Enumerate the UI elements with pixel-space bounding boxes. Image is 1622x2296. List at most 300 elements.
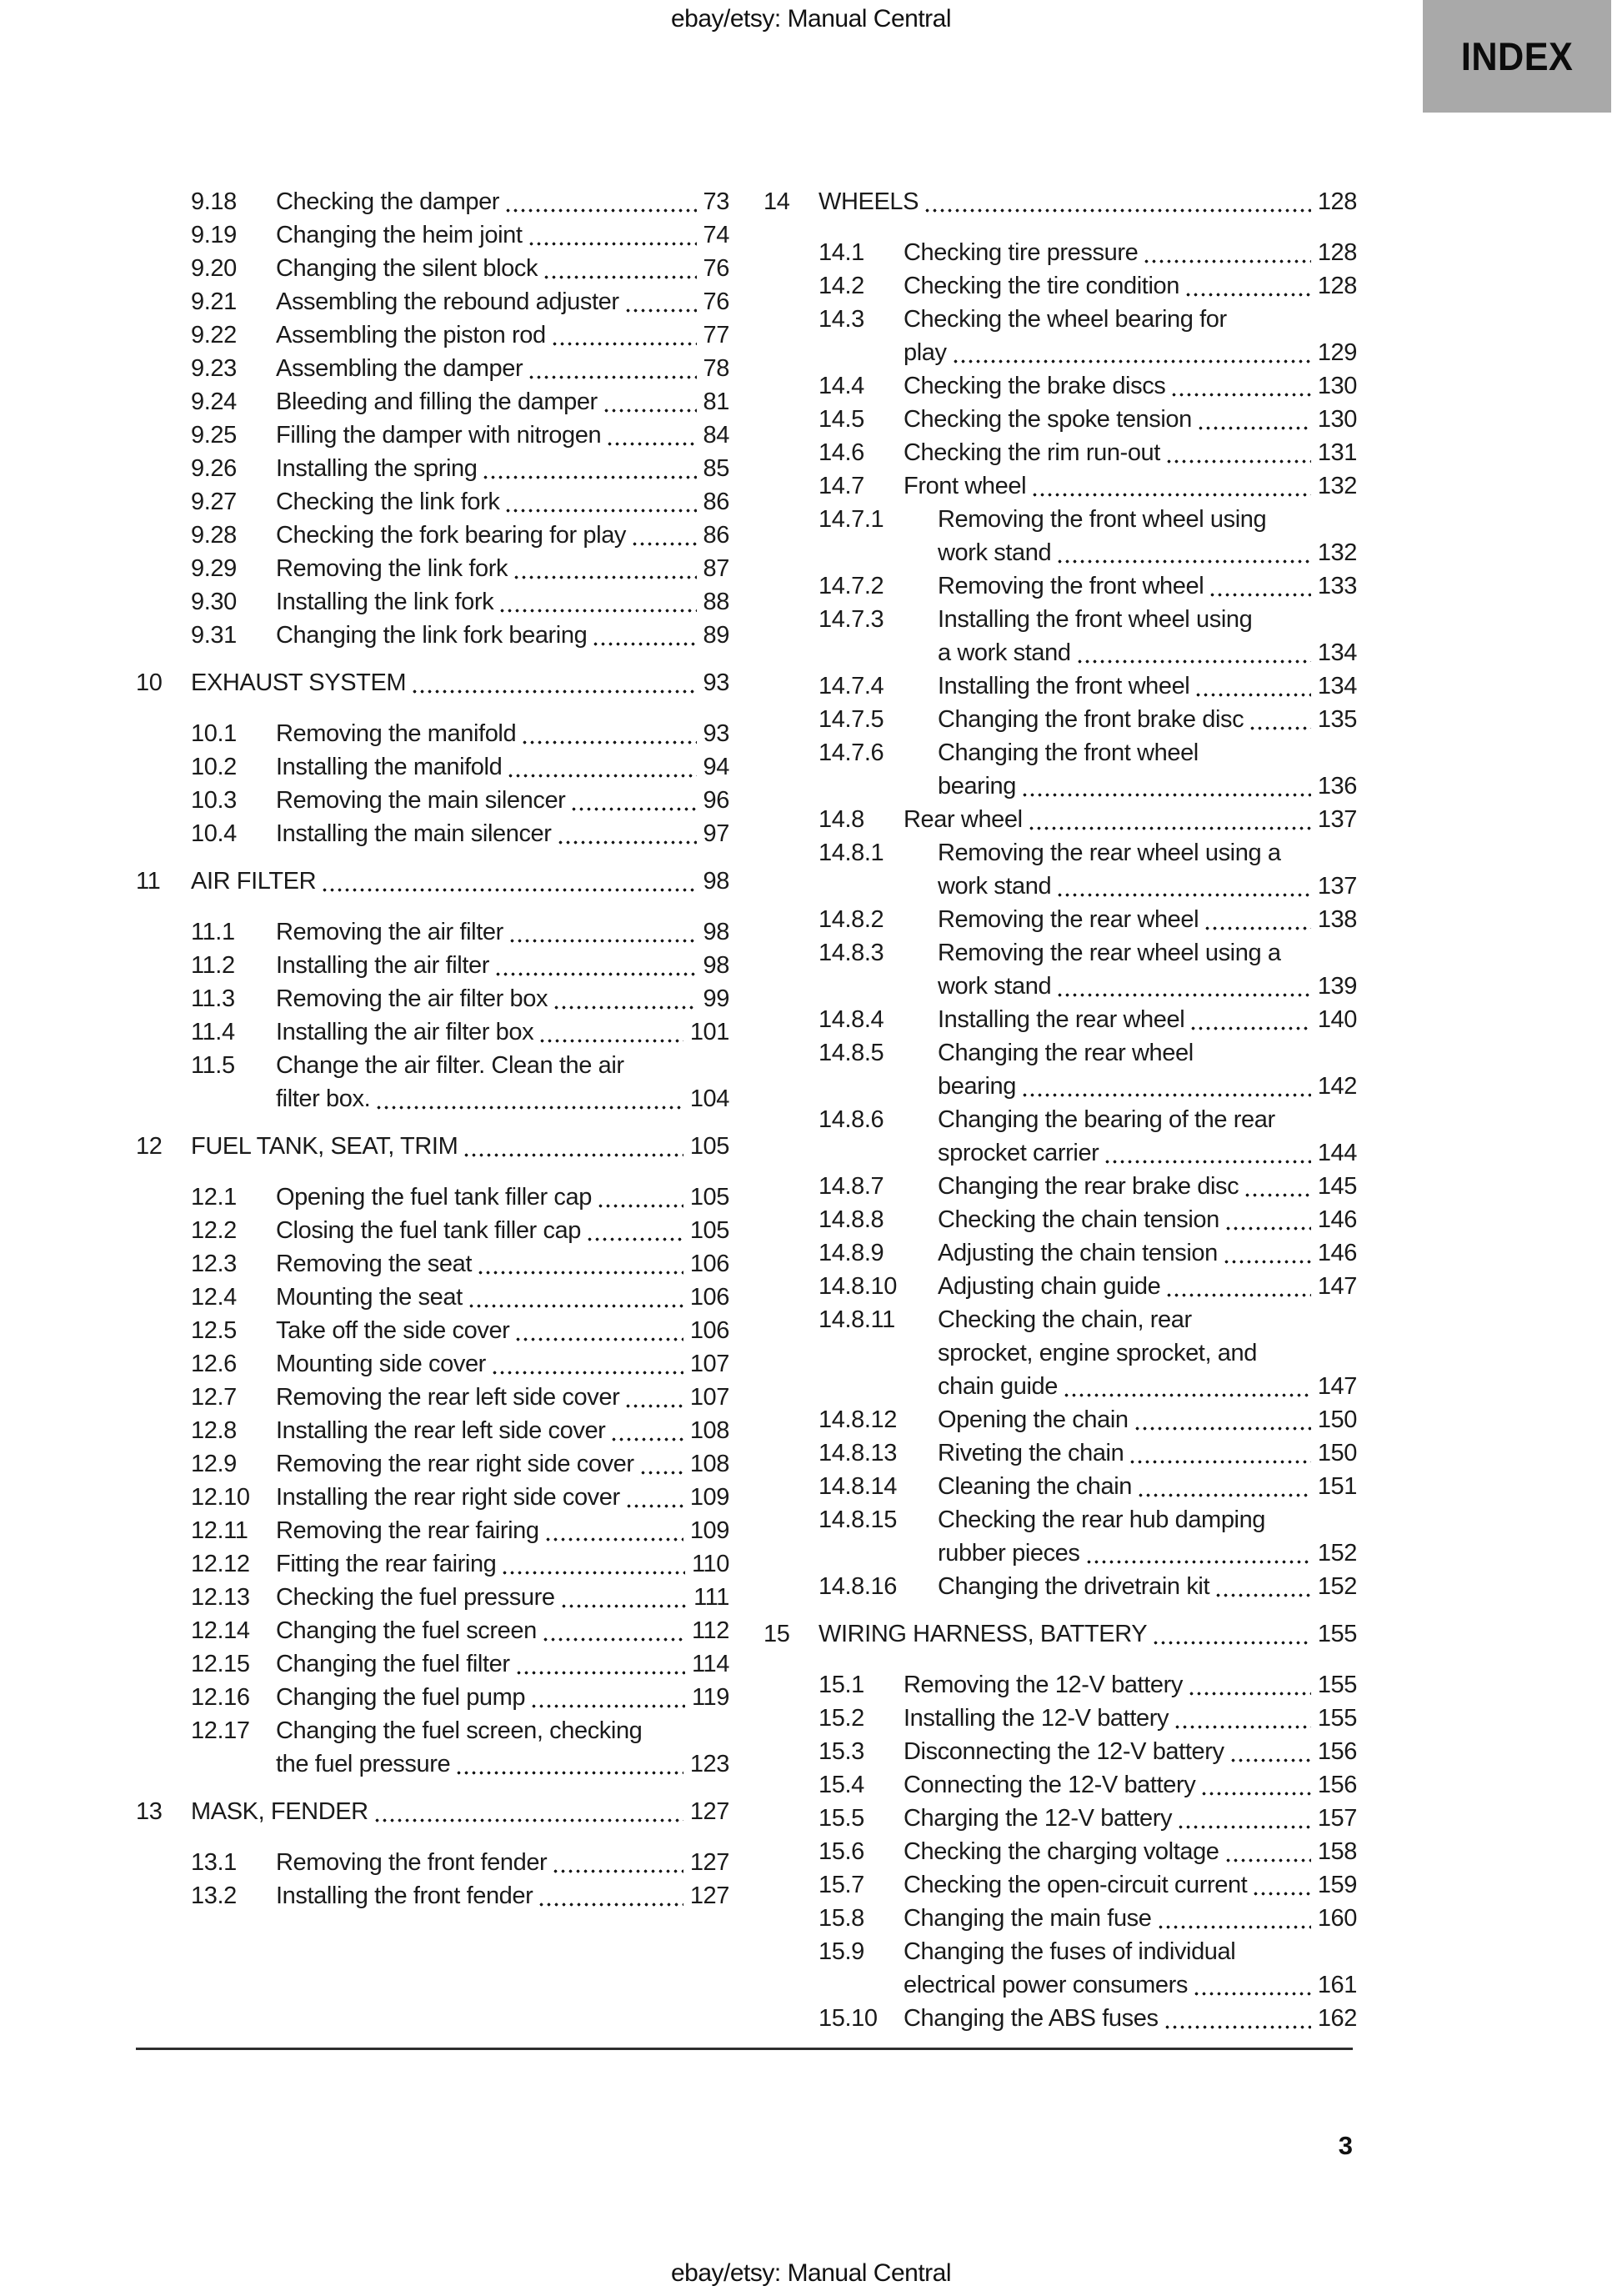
dot-leader <box>480 452 696 485</box>
dot-leader <box>1054 536 1311 569</box>
dot-leader <box>623 285 697 318</box>
toc-entry[interactable] <box>136 185 729 218</box>
toc-entry[interactable] <box>136 1447 729 1481</box>
toc-entry[interactable] <box>136 1181 729 1214</box>
toc-entry-number: 15 <box>763 1621 790 1647</box>
toc-entry-number: 14.8.14 <box>819 1473 897 1500</box>
toc-entry[interactable] <box>763 936 1357 1003</box>
toc-entry[interactable] <box>763 1570 1357 1603</box>
toc-entry-number: 11.2 <box>191 952 235 979</box>
toc-entry-page: 157 <box>1317 1805 1357 1832</box>
toc-entry-title: MASK, FENDER 127 <box>191 1795 729 1828</box>
toc-entry[interactable] <box>136 1846 729 1879</box>
toc-entry-page: 161 <box>1317 1972 1357 1998</box>
toc-entry-title: Cleaning the chain 151 <box>938 1470 1357 1503</box>
toc-entry-number: 15.1 <box>819 1672 864 1698</box>
toc-entry-title: Changing the fuel filter 114 <box>276 1647 729 1681</box>
toc-entry-number: 14.8.5 <box>819 1040 884 1066</box>
toc-entry-title: Removing the link fork 87 <box>276 552 729 585</box>
toc-entry-page: 140 <box>1317 1006 1357 1033</box>
toc-entry-number: 9.25 <box>191 422 237 449</box>
toc-entry-number: 14.8.8 <box>819 1206 884 1233</box>
toc-entry-title: Checking the brake discs 130 <box>904 369 1357 403</box>
toc-entry-page: 132 <box>1317 539 1357 566</box>
toc-entry-title: Installing the 12-V battery 155 <box>904 1702 1357 1735</box>
toc-entry-number: 12.2 <box>191 1217 237 1244</box>
toc-entry[interactable] <box>136 982 729 1015</box>
dot-leader <box>1164 1270 1311 1303</box>
toc-entry[interactable] <box>763 1236 1357 1270</box>
toc-entry[interactable] <box>136 1879 729 1912</box>
toc-entry-title: Opening the chain 150 <box>938 1403 1357 1436</box>
toc-entry[interactable] <box>136 352 729 385</box>
toc-entry-title: Removing the front fender 127 <box>276 1846 729 1879</box>
toc-entry-title: Installing the front fender 127 <box>276 1879 729 1912</box>
dot-leader <box>1026 803 1311 836</box>
toc-entry[interactable] <box>763 1802 1357 1835</box>
toc-entry-page: 146 <box>1317 1240 1357 1266</box>
toc-entry-page: 84 <box>703 422 729 449</box>
toc-entry-page: 128 <box>1317 273 1357 299</box>
dot-leader <box>1141 236 1310 269</box>
toc-entry-number: 14.7 <box>819 473 864 499</box>
dot-leader <box>590 619 696 652</box>
toc-entry-page: 127 <box>689 1798 729 1825</box>
toc-entry-number: 9.20 <box>191 255 237 282</box>
dot-leader <box>489 1347 683 1381</box>
dot-leader <box>507 915 697 949</box>
toc-entry[interactable] <box>136 1214 729 1247</box>
toc-entry[interactable] <box>136 1481 729 1514</box>
dot-leader <box>1127 1436 1310 1470</box>
toc-entry[interactable] <box>136 552 729 585</box>
toc-entry-number: 14.8 <box>819 806 864 833</box>
dot-leader <box>461 1130 683 1163</box>
toc-entry[interactable] <box>136 252 729 285</box>
toc-entry-title: Changing the bearing of the rear sprocket carrier 144 <box>938 1103 1357 1170</box>
dot-leader <box>1223 1203 1311 1236</box>
toc-entry-number: 9.18 <box>191 188 237 215</box>
toc-entry[interactable] <box>136 485 729 519</box>
toc-entry-number: 11.4 <box>191 1019 235 1045</box>
toc-entry-page: 132 <box>1317 473 1357 499</box>
dot-leader <box>568 784 696 817</box>
toc-entry-page: 156 <box>1317 1738 1357 1765</box>
toc-entry-page: 105 <box>689 1184 729 1211</box>
dot-leader <box>1155 1902 1311 1935</box>
toc-entry-page: 112 <box>691 1617 729 1644</box>
dot-leader <box>595 1181 683 1214</box>
toc-entry-title: Removing the front wheel using work stand 132 <box>938 503 1357 569</box>
toc-entry[interactable] <box>763 1203 1357 1236</box>
toc-entry-title: Removing the air filter 98 <box>276 915 729 949</box>
toc-entry-title: Installing the manifold 94 <box>276 750 729 784</box>
footer-rule <box>136 2048 1353 2050</box>
toc-entry-number: 14.2 <box>819 273 864 299</box>
toc-entry-page: 114 <box>691 1651 729 1677</box>
toc-entry-page: 76 <box>703 288 729 315</box>
toc-entry-page: 152 <box>1317 1540 1357 1567</box>
toc-entry-title: Changing the front brake disc 135 <box>938 703 1357 736</box>
toc-entry[interactable] <box>136 1614 729 1647</box>
toc-entry-number: 14.8.11 <box>819 1306 895 1333</box>
toc-entry[interactable] <box>763 669 1357 703</box>
toc-entry[interactable] <box>136 1681 729 1714</box>
toc-entry-title: Changing the link fork bearing 89 <box>276 619 729 652</box>
toc-entry-title: Changing the front wheel bearing 136 <box>938 736 1357 803</box>
dot-leader <box>1150 1617 1311 1651</box>
toc-entry-number: 14.8.7 <box>819 1173 884 1200</box>
toc-entry[interactable] <box>136 619 729 652</box>
toc-entry-number: 15.5 <box>819 1805 864 1832</box>
toc-entry-title: Changing the fuel screen 112 <box>276 1614 729 1647</box>
dot-leader <box>623 1381 683 1414</box>
toc-entry-page: 131 <box>1317 439 1357 466</box>
toc-entry-title: Removing the rear wheel using a work stand 139 <box>938 936 1357 1003</box>
toc-entry-page: 107 <box>689 1384 729 1411</box>
dot-leader <box>373 1082 683 1115</box>
toc-entry[interactable] <box>763 1103 1357 1170</box>
toc-entry[interactable] <box>763 1868 1357 1902</box>
dot-leader <box>513 1647 685 1681</box>
toc-entry-number: 12 <box>136 1133 163 1160</box>
toc-entry-page: 159 <box>1317 1872 1357 1898</box>
dot-leader <box>526 218 697 252</box>
toc-entry[interactable] <box>136 385 729 419</box>
toc-entry-page: 155 <box>1317 1705 1357 1732</box>
toc-entry-title: Filling the damper with nitrogen 84 <box>276 419 729 452</box>
toc-entry-number: 14.8.4 <box>819 1006 884 1033</box>
toc-entry[interactable] <box>136 1049 729 1115</box>
toc-entry-title: Removing the manifold 93 <box>276 717 729 750</box>
dot-leader <box>1195 403 1311 436</box>
toc-entry[interactable] <box>763 2002 1357 2035</box>
toc-entry[interactable] <box>136 218 729 252</box>
toc-entry-page: 123 <box>689 1751 729 1777</box>
toc-entry-page: 81 <box>703 389 729 415</box>
dot-leader <box>1061 1370 1311 1403</box>
toc-column-right <box>763 185 1357 2035</box>
toc-entry-number: 14.8.9 <box>819 1240 884 1266</box>
dot-leader <box>475 1247 683 1281</box>
toc-entry-number: 15.3 <box>819 1738 864 1765</box>
toc-entry-number: 9.22 <box>191 322 237 348</box>
toc-entry-number: 14.8.10 <box>819 1273 897 1300</box>
toc-entry-page: 139 <box>1317 973 1357 1000</box>
toc-entry[interactable] <box>763 836 1357 903</box>
toc-entry-number: 12.7 <box>191 1384 237 1411</box>
toc-entry-title: Checking the chain, rear sprocket, engine sprocket, and chain guide 147 <box>938 1303 1357 1403</box>
toc-chapter-entry[interactable] <box>136 666 729 699</box>
toc-entry-title: Changing the drivetrain kit 152 <box>938 1570 1357 1603</box>
toc-entry-number: 14.7.5 <box>819 706 884 733</box>
toc-entry[interactable] <box>136 419 729 452</box>
dot-leader <box>466 1281 683 1314</box>
index-tab-label: INDEX <box>1460 34 1574 78</box>
toc-entry-number: 12.15 <box>191 1651 250 1677</box>
toc-entry-page: 130 <box>1317 373 1357 399</box>
toc-entry-page: 93 <box>703 720 729 747</box>
dot-leader <box>1084 1537 1311 1570</box>
dot-leader <box>1247 703 1311 736</box>
toc-entry-title: Removing the air filter box 99 <box>276 982 729 1015</box>
toc-entry[interactable] <box>136 452 729 485</box>
toc-entry-page: 147 <box>1317 1373 1357 1400</box>
toc-entry[interactable] <box>136 519 729 552</box>
toc-entry-title: Checking the open-circuit current 159 <box>904 1868 1357 1902</box>
dot-leader <box>528 1681 685 1714</box>
toc-entry-page: 96 <box>703 787 729 814</box>
toc-entry-title: EXHAUST SYSTEM 93 <box>191 666 729 699</box>
toc-entry[interactable] <box>763 469 1357 503</box>
page-footer-title: ebay/etsy: Manual Central <box>670 2259 951 2287</box>
dot-leader <box>1135 1470 1311 1503</box>
toc-entry[interactable] <box>136 1381 729 1414</box>
toc-entry-page: 144 <box>1317 1140 1357 1166</box>
dot-leader <box>922 185 1311 218</box>
toc-chapter-entry[interactable] <box>763 1617 1357 1651</box>
toc-entry-number: 11 <box>136 868 161 895</box>
toc-entry[interactable] <box>136 285 729 318</box>
toc-entry[interactable] <box>136 1714 729 1781</box>
toc-entry-number: 12.14 <box>191 1617 250 1644</box>
toc-entry-title: Checking the fuel pressure 111 <box>276 1581 729 1614</box>
toc-entry-page: 106 <box>689 1317 729 1344</box>
toc-entry-number: 9.31 <box>191 622 237 649</box>
dot-leader <box>601 385 697 419</box>
toc-entry-page: 109 <box>689 1484 729 1511</box>
toc-entry-number: 10.3 <box>191 787 237 814</box>
toc-entry-title: WIRING HARNESS, BATTERY 155 <box>819 1617 1357 1651</box>
toc-entry[interactable] <box>136 1414 729 1447</box>
toc-entry[interactable] <box>763 803 1357 836</box>
toc-entry-title: Mounting the seat 106 <box>276 1281 729 1314</box>
toc-entry-title: Checking the rim run-out 131 <box>904 436 1357 469</box>
toc-entry-title: Checking the chain tension 146 <box>938 1203 1357 1236</box>
toc-entry[interactable] <box>763 436 1357 469</box>
dot-leader <box>537 1015 683 1049</box>
toc-entry-title: Connecting the 12-V battery 156 <box>904 1768 1357 1802</box>
toc-entry[interactable] <box>763 403 1357 436</box>
toc-entry-number: 10.2 <box>191 754 237 780</box>
toc-entry-title: Change the air filter. Clean the air filter box. 104 <box>276 1049 729 1115</box>
dot-leader <box>604 419 696 452</box>
toc-entry[interactable] <box>763 1935 1357 2002</box>
dot-leader <box>1207 569 1311 603</box>
toc-entry-title: Checking the wheel bearing for play 129 <box>904 303 1357 369</box>
toc-entry[interactable] <box>763 303 1357 369</box>
dot-leader <box>1188 1003 1311 1036</box>
toc-entry-number: 11.3 <box>191 985 235 1012</box>
toc-entry[interactable] <box>763 1470 1357 1503</box>
dot-leader <box>1074 636 1311 669</box>
toc-entry-number: 15.6 <box>819 1838 864 1865</box>
toc-entry-page: 74 <box>703 222 729 248</box>
toc-entry-number: 14.7.6 <box>819 739 884 766</box>
toc-entry-number: 12.11 <box>191 1517 248 1544</box>
toc-entry-page: 106 <box>689 1284 729 1311</box>
toc-entry-title: Removing the 12-V battery 155 <box>904 1668 1357 1702</box>
toc-entry[interactable] <box>763 1668 1357 1702</box>
toc-entry-number: 14.8.2 <box>819 906 884 933</box>
toc-entry[interactable] <box>763 1835 1357 1868</box>
toc-entry-page: 106 <box>689 1251 729 1277</box>
toc-entry-number: 14.6 <box>819 439 864 466</box>
toc-chapter-entry[interactable] <box>136 865 729 898</box>
toc-entry[interactable] <box>763 1270 1357 1303</box>
toc-entry-number: 14.8.6 <box>819 1106 884 1133</box>
toc-entry[interactable] <box>763 1303 1357 1403</box>
toc-entry[interactable] <box>763 503 1357 569</box>
toc-entry-number: 13.2 <box>191 1882 237 1909</box>
toc-entry[interactable] <box>136 1547 729 1581</box>
toc-entry-number: 14.8.13 <box>819 1440 897 1466</box>
toc-column-left <box>136 185 729 1912</box>
toc-entry-title: Installing the spring 85 <box>276 452 729 485</box>
toc-entry[interactable] <box>763 903 1357 936</box>
toc-entry[interactable] <box>763 1902 1357 1935</box>
toc-entry[interactable] <box>136 1347 729 1381</box>
toc-entry[interactable] <box>136 318 729 352</box>
toc-entry-number: 11.1 <box>191 919 235 945</box>
toc-entry-page: 101 <box>689 1019 729 1045</box>
toc-entry-number: 12.1 <box>191 1184 237 1211</box>
dot-leader <box>629 519 697 552</box>
toc-entry-title: Take off the side cover 106 <box>276 1314 729 1347</box>
toc-entry-page: 151 <box>1317 1473 1357 1500</box>
toc-entry[interactable] <box>136 915 729 949</box>
toc-entry-page: 150 <box>1317 1406 1357 1433</box>
toc-entry-number: 13 <box>136 1798 163 1825</box>
toc-entry[interactable] <box>763 1503 1357 1570</box>
toc-entry-page: 152 <box>1317 1573 1357 1600</box>
toc-chapter-entry[interactable] <box>136 1130 729 1163</box>
toc-entry-title: Closing the fuel tank filler cap 105 <box>276 1214 729 1247</box>
toc-entry-title: Assembling the piston rod 77 <box>276 318 729 352</box>
toc-entry-title: Removing the rear wheel 138 <box>938 903 1357 936</box>
toc-entry-title: Changing the ABS fuses 162 <box>904 2002 1357 2035</box>
toc-entry-page: 99 <box>703 985 729 1012</box>
toc-entry-title: Installing the air filter 98 <box>276 949 729 982</box>
toc-entry-title: Removing the front wheel 133 <box>938 569 1357 603</box>
toc-entry[interactable] <box>136 1015 729 1049</box>
dot-leader <box>1102 1136 1310 1170</box>
toc-entry-page: 119 <box>691 1684 729 1711</box>
toc-chapter-entry[interactable] <box>136 1795 729 1828</box>
index-tab <box>1423 0 1611 113</box>
toc-entry[interactable] <box>763 569 1357 603</box>
toc-entry-page: 142 <box>1317 1073 1357 1100</box>
toc-entry-title: Changing the fuses of individual electrical power consumers 161 <box>904 1935 1357 2002</box>
dot-leader <box>409 666 696 699</box>
dot-leader <box>584 1214 683 1247</box>
toc-entry[interactable] <box>763 603 1357 669</box>
toc-entry[interactable] <box>136 1281 729 1314</box>
toc-chapter-entry[interactable] <box>763 185 1357 218</box>
toc-entry[interactable] <box>763 736 1357 803</box>
dot-leader <box>503 485 696 519</box>
toc-entry[interactable] <box>136 784 729 817</box>
toc-entry-title: Changing the heim joint 74 <box>276 218 729 252</box>
toc-entry[interactable] <box>763 1036 1357 1103</box>
dot-leader <box>497 585 696 619</box>
toc-entry[interactable] <box>763 1403 1357 1436</box>
toc-entry[interactable] <box>763 1170 1357 1203</box>
toc-entry-page: 98 <box>703 952 729 979</box>
toc-entry-title: Adjusting the chain tension 146 <box>938 1236 1357 1270</box>
toc-entry-page: 78 <box>703 355 729 382</box>
toc-entry-number: 10 <box>136 669 163 696</box>
toc-entry[interactable] <box>136 1647 729 1681</box>
toc-entry-page: 86 <box>703 489 729 515</box>
toc-entry[interactable] <box>763 1702 1357 1735</box>
toc-entry[interactable] <box>763 703 1357 736</box>
toc-entry-page: 145 <box>1317 1173 1357 1200</box>
dot-leader <box>1162 2002 1311 2035</box>
toc-entry[interactable] <box>136 585 729 619</box>
toc-entry-number: 15.2 <box>819 1705 864 1732</box>
toc-entry[interactable] <box>136 1247 729 1281</box>
toc-entry-title: FUEL TANK, SEAT, TRIM 105 <box>191 1130 729 1163</box>
toc-entry[interactable] <box>763 1003 1357 1036</box>
toc-entry[interactable] <box>136 750 729 784</box>
toc-entry-number: 14.7.2 <box>819 573 884 599</box>
toc-entry[interactable] <box>136 1314 729 1347</box>
toc-entry-title: AIR FILTER 98 <box>191 865 729 898</box>
toc-entry-title: Installing the air filter box 101 <box>276 1015 729 1049</box>
toc-entry-page: 127 <box>689 1882 729 1909</box>
dot-leader <box>1221 1236 1311 1270</box>
toc-entry-title: Installing the rear right side cover 109 <box>276 1481 729 1514</box>
toc-entry[interactable] <box>763 1436 1357 1470</box>
toc-entry-number: 12.3 <box>191 1251 237 1277</box>
dot-leader <box>1175 1802 1311 1835</box>
toc-entry-title: Installing the front wheel 134 <box>938 669 1357 703</box>
toc-entry-number: 9.19 <box>191 222 237 248</box>
dot-leader <box>505 750 696 784</box>
toc-entry-title: Changing the fuel pump 119 <box>276 1681 729 1714</box>
toc-entry-title: Charging the 12-V battery 157 <box>904 1802 1357 1835</box>
toc-entry-page: 76 <box>703 255 729 282</box>
toc-entry[interactable] <box>136 717 729 750</box>
dot-leader <box>499 1547 685 1581</box>
toc-entry[interactable] <box>136 1581 729 1614</box>
dot-leader <box>1172 1702 1311 1735</box>
toc-entry[interactable] <box>136 1514 729 1547</box>
toc-entry-number: 11.5 <box>191 1052 235 1079</box>
toc-entry[interactable] <box>763 269 1357 303</box>
toc-entry[interactable] <box>763 1768 1357 1802</box>
toc-entry-page: 105 <box>689 1217 729 1244</box>
dot-leader <box>503 185 696 218</box>
toc-entry-page: 147 <box>1317 1273 1357 1300</box>
dot-leader <box>536 1879 683 1912</box>
toc-entry[interactable] <box>763 1735 1357 1768</box>
toc-entry[interactable] <box>136 817 729 850</box>
toc-entry-number: 14.7.4 <box>819 673 884 699</box>
toc-entry[interactable] <box>763 236 1357 269</box>
toc-entry[interactable] <box>136 949 729 982</box>
toc-entry-title: Riveting the chain 150 <box>938 1436 1357 1470</box>
toc-entry-title: Installing the front wheel using a work stand 134 <box>938 603 1357 669</box>
toc-entry-page: 85 <box>703 455 729 482</box>
dot-leader <box>1223 1835 1311 1868</box>
toc-entry[interactable] <box>763 369 1357 403</box>
dot-leader <box>1191 1968 1311 2002</box>
dot-leader <box>1029 469 1311 503</box>
dot-leader <box>1193 669 1310 703</box>
toc-entry-number: 14.7.1 <box>819 506 884 533</box>
